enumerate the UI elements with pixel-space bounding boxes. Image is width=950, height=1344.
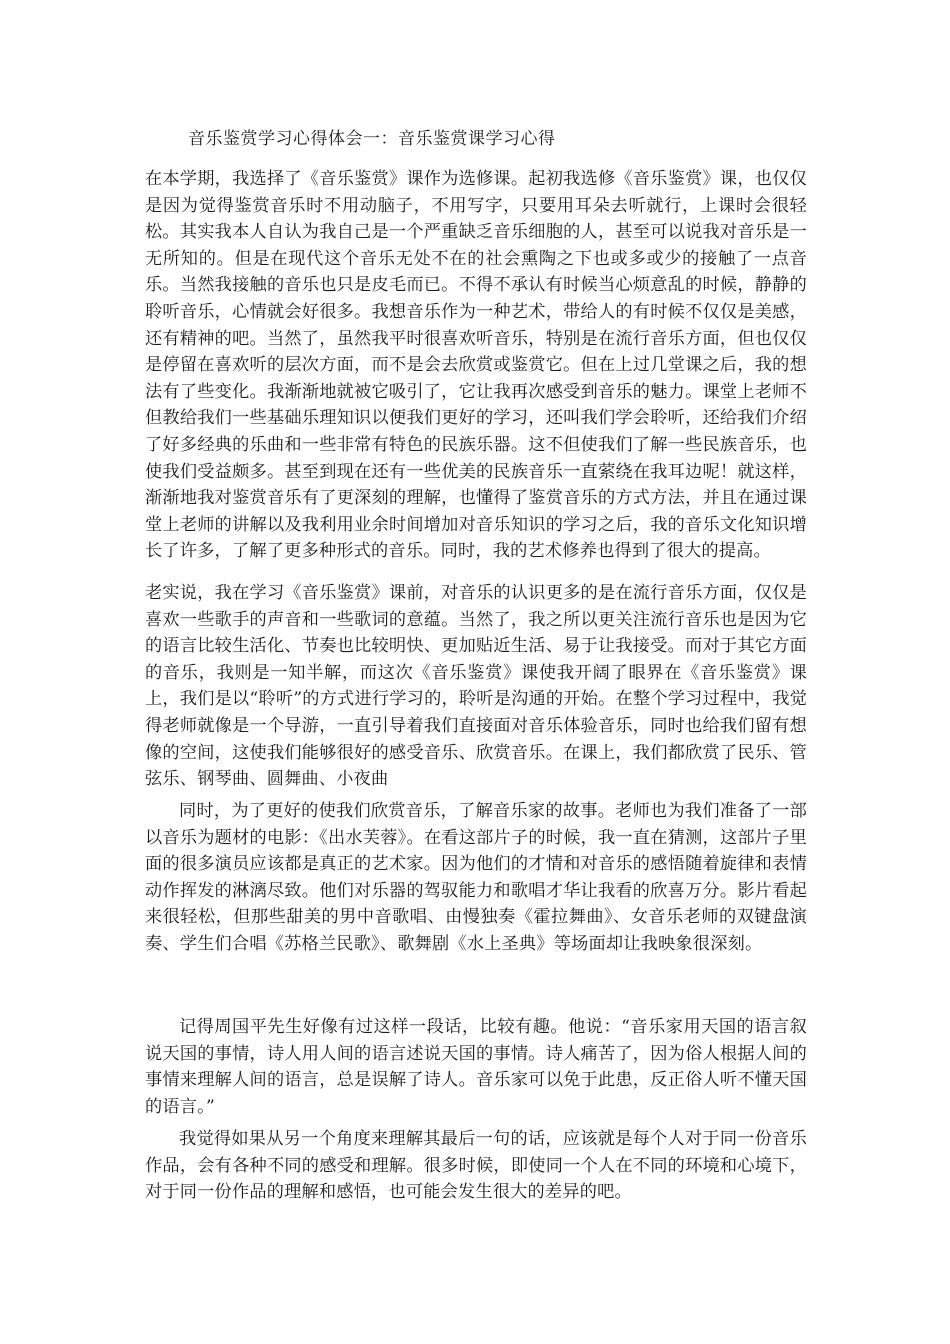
paragraph-conclusion: 我觉得如果从另一个角度来理解其最后一句的话，应该就是每个人对于同一份音乐作品，会有各种不同的感受和理解。很多时候，即使同一个人在不同的环境和心境下，对于同一份作品的理解和感悟，也可能会发生很大的差异的吧。 [145, 1129, 807, 1203]
paragraph-pop-music: 老实说，我在学习《音乐鉴赏》课前，对音乐的认识更多的是在流行音乐方面，仅仅是喜欢一些歌手的声音和一些歌词的意蕴。当然了，我之所以更关注流行音乐也是因为它的语言比较生活化、节奏也比较明快、更加贴近生活、易于让我接受。而对于其它方面的音乐，我则是一知半解，而这次《音乐鉴赏》课使我开阔了眼界在《音乐鉴赏》课上，我们是以“聆听”的方式进行学习的，聆听是沟通的开始。在整个学习过程中，我觉得老师就像是一个导游，一直引导着我们直接面对音乐体验音乐，同时也给我们留有想像的空间，这使我们能够很好的感受音乐、欣赏音乐。在课上，我们都欣赏了民乐、管弦乐、钢琴曲、圆舞曲、小夜曲 [145, 583, 807, 790]
paragraph-quote: 记得周国平先生好像有过这样一段话，比较有趣。他说：“音乐家用天国的语言叙说天国的事情，诗人用人间的语言述说天国的事情。诗人痛苦了，因为俗人根据人间的事情来理解人间的语言，总是误解了诗人。音乐家可以免于此患，反正俗人听不懂天国的语言。” [145, 1017, 807, 1117]
paragraph-intro: 在本学期，我选择了《音乐鉴赏》课作为选修课。起初我选修《音乐鉴赏》课，也仅仅是因为觉得鉴赏音乐时不用动脑子，不用写字，只要用耳朵去听就行，上课时会很轻松。其实我本人自认为我自己是一个严重缺乏音乐细胞的人，甚至可以说我对音乐是一无所知的。但是在现代这个音乐无处不在的社会熏陶之下也或多或少的接触了一点音乐。当然我接触的音乐也只是皮毛而已。不得不承认有时候当心烦意乱的时候，静静的聆听音乐，心情就会好很多。我想音乐作为一种艺术，带给人的有时候不仅仅是美感，还有精神的吧。当然了，虽然我平时很喜欢听音乐，特别是在流行音乐方面，但也仅仅是停留在喜欢听的层次方面，而不是会去欣赏或鉴赏它。但在上过几堂课之后，我的想法有了些变化。我渐渐地就被它吸引了，它让我再次感受到音乐的魅力。课堂上老师不但教给我们一些基础乐理知识以便我们更好的学习，还叫我们学会聆听，还给我们介绍了好多经典的乐曲和一些非常有特色的民族乐器。这不但使我们了解一些民族音乐，也使我们受益颇多。甚至到现在还有一些优美的民族音乐一直萦绕在我耳边呢！就这样，渐渐地我对鉴赏音乐有了更深刻的理解，也懂得了鉴赏音乐的方式方法，并且在通过课堂上老师的讲解以及我利用业余时间增加对音乐知识的学习之后，我的音乐文化知识增长了许多，了解了更多种形式的音乐。同时，我的艺术修养也得到了很大的提高。 [145, 169, 807, 562]
document-title: 音乐鉴赏学习心得体会一：音乐鉴赏课学习心得 [188, 129, 556, 149]
paragraph-film: 同时，为了更好的使我们欣赏音乐，了解音乐家的故事。老师也为我们准备了一部以音乐为题材的电影：《出水芙蓉》。在看这部片子的时候，我一直在猜测，这部片子里面的很多演员应该都是真正的艺术家。因为他们的才情和对音乐的感悟随着旋律和表情动作挥发的淋漓尽致。他们对乐器的驾驭能力和歌唱才华让我看的欣喜万分。影片看起来很轻松，但那些甜美的男中音歌唱、由慢独奏《霍拉舞曲》、女音乐老师的双键盘演奏、学生们合唱《苏格兰民歌》、歌舞剧《水上圣典》等场面却让我映象很深刻。 [145, 801, 807, 954]
